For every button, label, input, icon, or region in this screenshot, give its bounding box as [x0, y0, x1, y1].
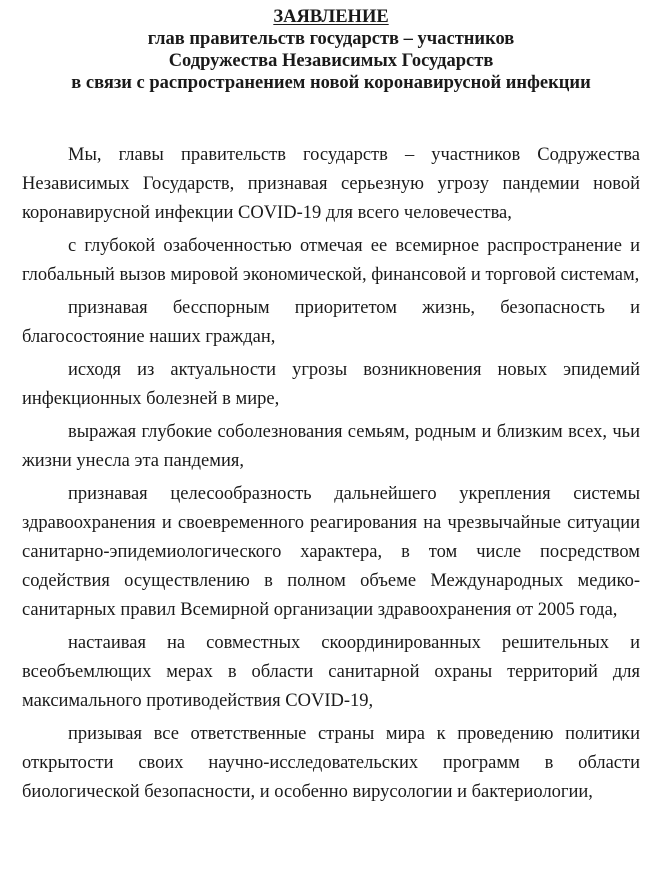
- paragraph-5: выражая глубокие соболезнования семьям, родным и близким всех, чьи жизни унесла эта пандемия,: [22, 422, 640, 471]
- subtitle-line-1: глав правительств государств – участников: [147, 29, 515, 49]
- paragraph-7: настаивая на совместных скоординированных решительных и всеобъемлющих мерах в области санитарной охраны территорий для максимального противодействия COVID-19,: [22, 633, 640, 711]
- document-header: [22, 0, 640, 94]
- document-body: [22, 141, 640, 807]
- subtitle-line-2: Содружества Независимых Государств: [168, 51, 494, 71]
- paragraph-6: признавая целесообразность дальнейшего укрепления системы здравоохранения и своевременного реагирования на чрезвычайные ситуации санитарно-эпидемиологического характера, в том числе посредством содействия осуществлению в полном объеме Международных медико-санитарных правил Всемирной организации здравоохранения от 2005 года,: [22, 484, 640, 620]
- paragraph-1: Мы, главы правительств государств – участников Содружества Независимых Государств, признавая серьезную угрозу пандемии новой коронавирусной инфекции COVID-19 для всего человечества,: [22, 145, 640, 223]
- paragraph-8: призывая все ответственные страны мира к проведению политики открытости своих научно-исследовательских программ в области биологической безопасности, и особенно вирусологии и бактериологии,: [22, 724, 640, 802]
- paragraph-4: исходя из актуальности угрозы возникновения новых эпидемий инфекционных болезней в мире,: [22, 360, 640, 409]
- paragraph-2: с глубокой озабоченностью отмечая ее всемирное распространение и глобальный вызов мировой экономической, финансовой и торговой системам,: [22, 236, 640, 285]
- document-title: ЗАЯВЛЕНИЕ: [273, 7, 389, 27]
- paragraph-3: признавая бесспорным приоритетом жизнь, безопасность и благосостояние наших граждан,: [22, 298, 640, 347]
- subtitle-line-3: в связи с распространением новой коронавирусной инфекции: [71, 73, 591, 93]
